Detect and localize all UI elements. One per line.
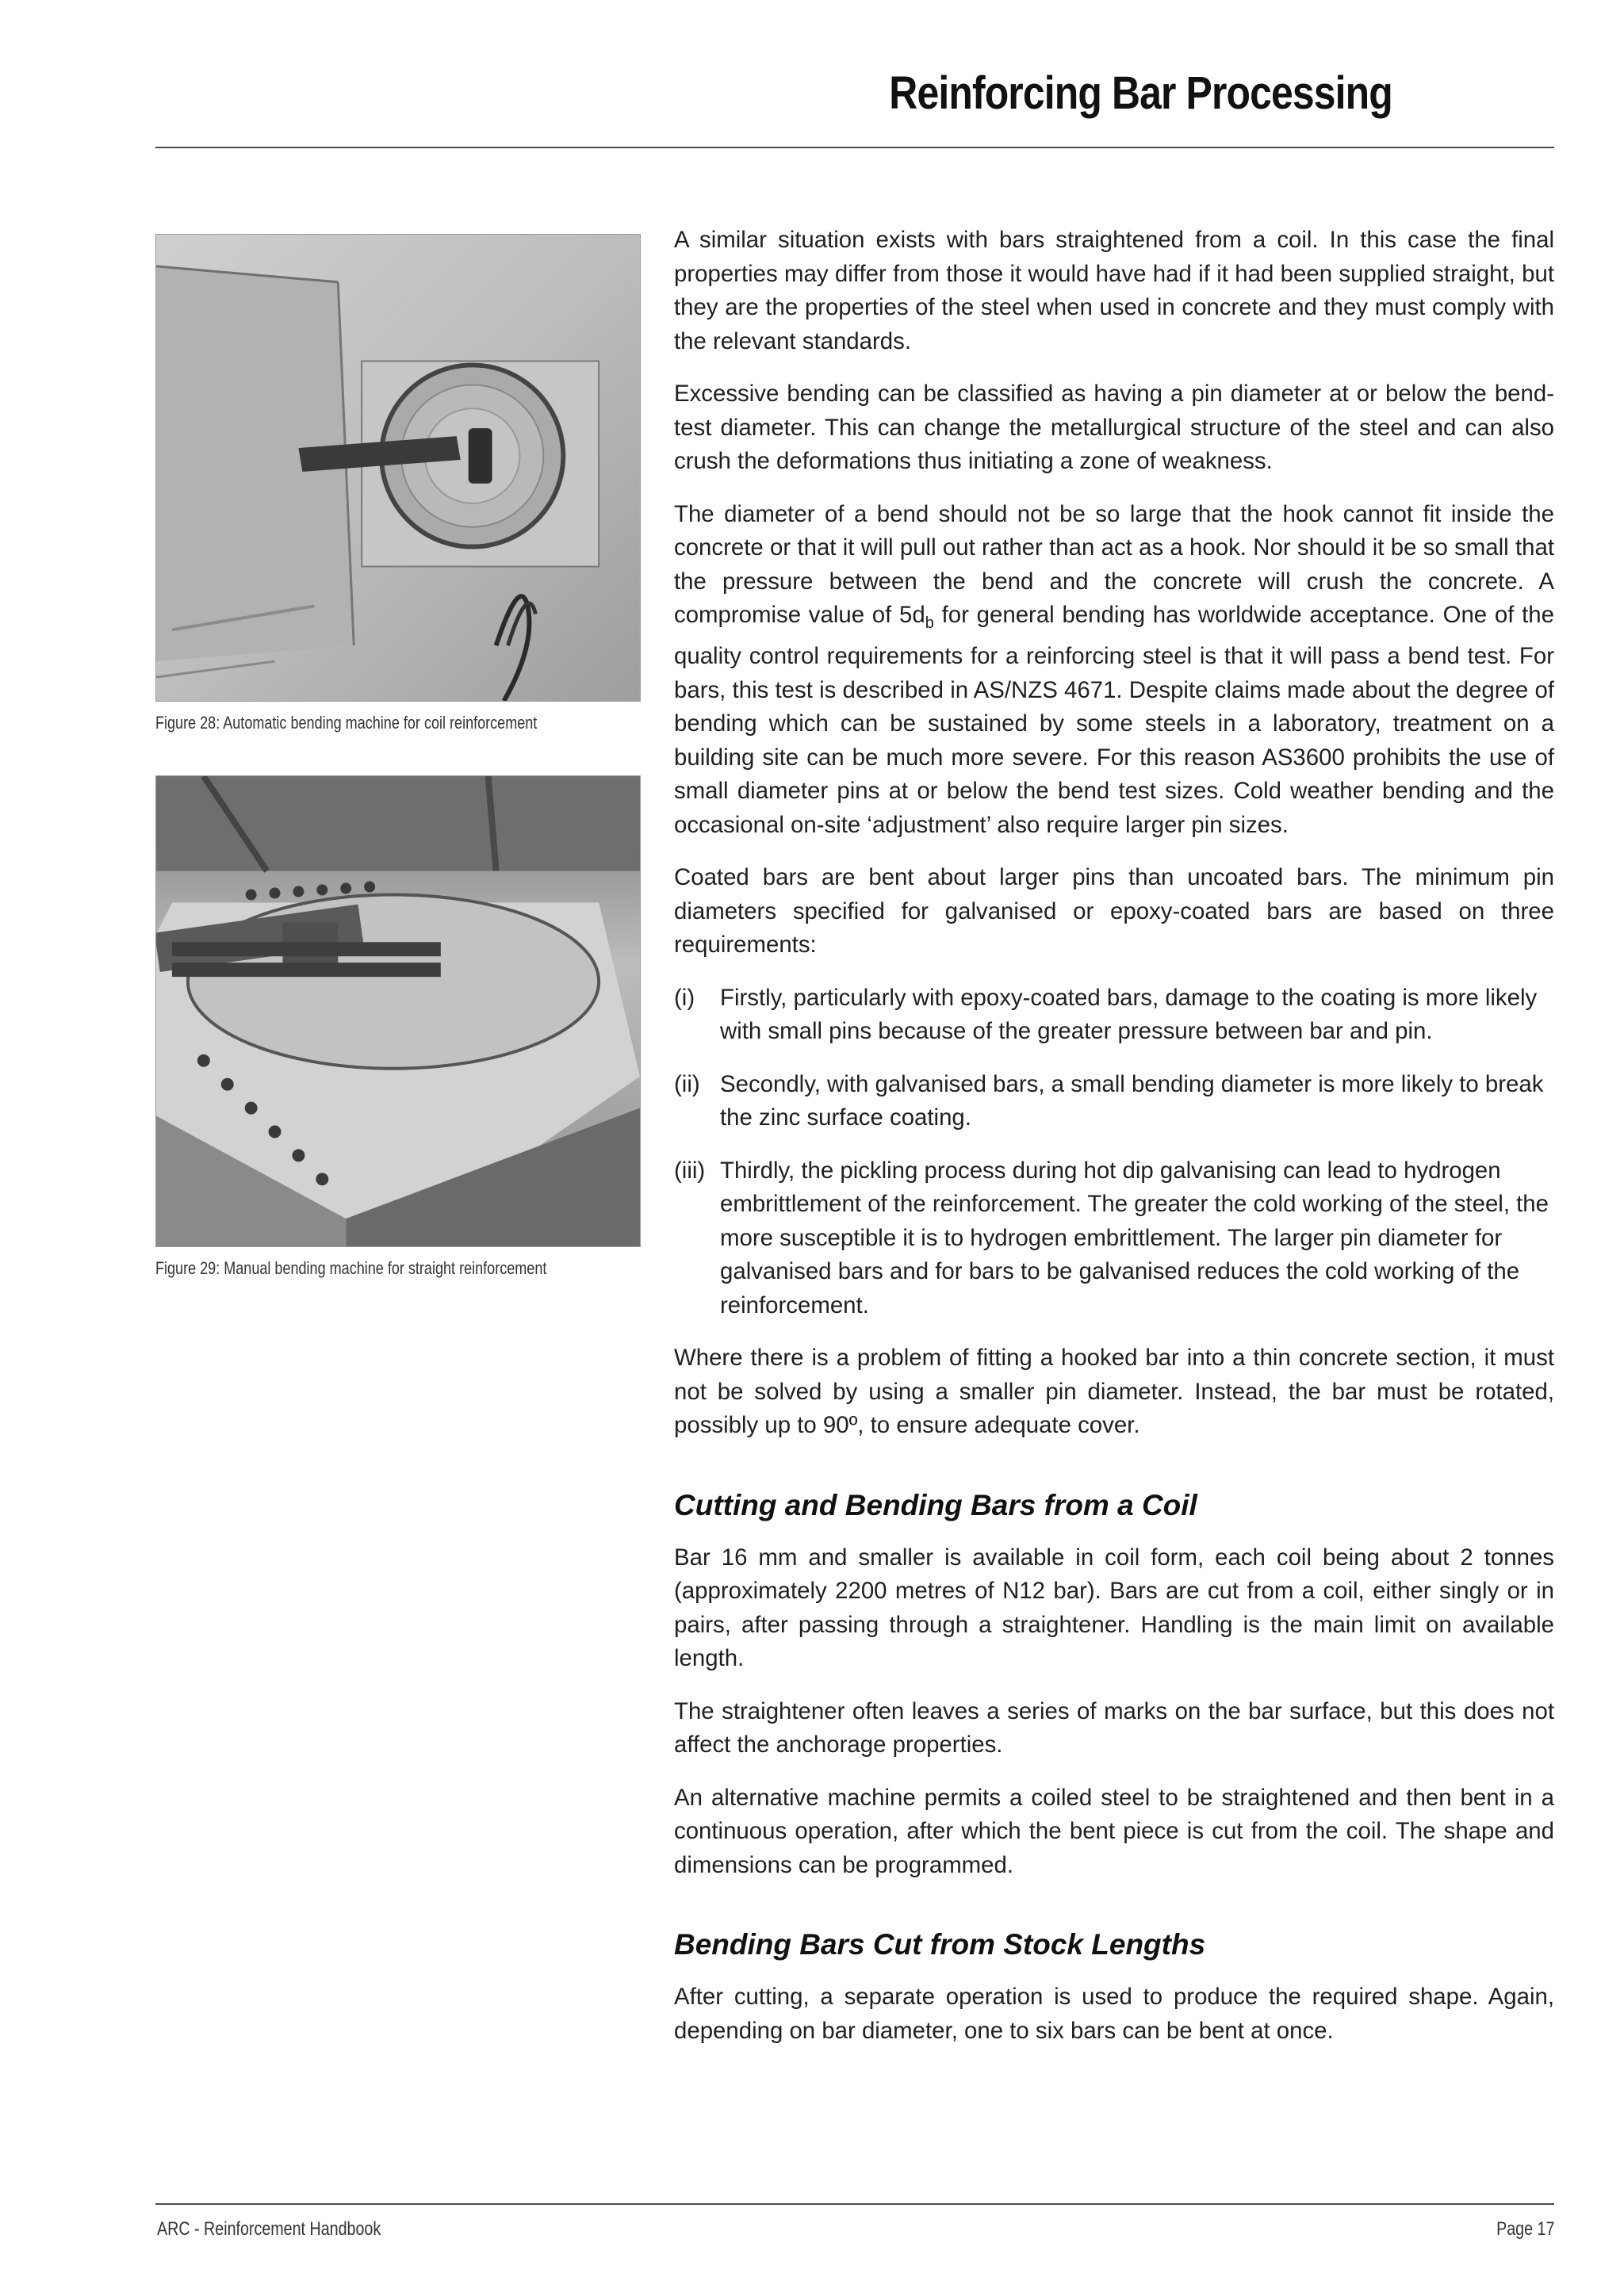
- body-text: [674, 224, 1554, 2067]
- paragraph: Coated bars are bent about larger pins than uncoated bars. The minimum pin diameters specified for galvanised or epoxy-coated bars are based on three requirements:: [674, 864, 1554, 959]
- paragraph: An alternative machine permits a coiled steel to be straightened and then bent in a continuous operation, after which the bent piece is cut from the coil. The shape and dimensions can be programmed.: [674, 1784, 1554, 1878]
- paragraph: The straightener often leaves a series of marks on the bar surface, but this does not affect the anchorage properties.: [674, 1697, 1554, 1758]
- list-text: Thirdly, the pickling process during hot dip galvanising can lead to hydrogen embrittlement of the reinforcement. The greater the cold working of the steel, the more susceptible it is to hydrogen embrittlement. The larger pin diameter for galvanised bars and for bars to be galvanised reduces the cold working of the reinforcement.: [720, 1157, 1549, 1318]
- list-number: (i): [674, 984, 695, 1011]
- paragraph: The diameter of a bend should not be so large that the hook cannot fit inside the concrete or that it will pull out rather than act as a hook. Nor should it be so small that the pressure between the bend and the concrete will crush the concrete. A compromise value of $5d_b$ for general bending has worldwide acceptance. One of the quality control requirements for a reinforcing steel is that it will pass a bend test. For bars, this test is described in AS/NZS 4671. Despite claims made about the degree of bending which can be sustained by some steels in a laboratory, treatment on a building site can be much more severe. For this reason AS3600 prohibits the use of small diameter pins at or below the bend test sizes. Cold weather bending and the occasional on-site ‘adjustment’ also require larger pin sizes.: [674, 500, 1554, 838]
- figure-29-caption: Figure 29: Manual bending machine for straight reinforcement: [155, 1258, 547, 1278]
- paragraph: Excessive bending can be classified as having a pin diameter at or below the bend-test diameter. This can change the metallurgical structure of the steel and can also crush the deformations thus initiating a zone of weakness.: [674, 381, 1554, 474]
- list-item: [674, 1068, 1554, 1135]
- figure-28-photo: [155, 234, 641, 702]
- figure-29: [155, 775, 641, 1279]
- paragraph: Where there is a problem of fitting a hooked bar into a thin concrete section, it must not be solved by using a smaller pin diameter. Instead, the bar must be rotated, possibly up to 90º, to ensure adequate cover.: [674, 1345, 1554, 1439]
- figure-28-caption: Figure 28: Automatic bending machine for coil reinforcement: [155, 713, 538, 733]
- list-number: (ii): [674, 1070, 700, 1097]
- list-text: Secondly, with galvanised bars, a small bending diameter is more likely to break the zinc surface coating.: [720, 1070, 1544, 1131]
- list-text: Firstly, particularly with epoxy-coated bars, damage to the coating is more likely with small pins because of the greater pressure between bar and pin.: [720, 984, 1538, 1045]
- figure-29-photo: [155, 775, 641, 1247]
- paragraph: After cutting, a separate operation is used to produce the required shape. Again, depending on bar diameter, one to six bars can be bent at once.: [674, 1984, 1554, 2044]
- paragraph: Bar 16 mm and smaller is available in coil form, each coil being about 2 tonnes (approximately 2200 metres of N12 bar). Bars are cut from a coil, either singly or in pairs, after passing through a straightener. Handling is the main limit on available length.: [674, 1544, 1554, 1672]
- page-title: Reinforcing Bar Processing: [889, 67, 1392, 119]
- list-item: [674, 982, 1554, 1049]
- figure-28: [155, 234, 641, 733]
- section-heading-coil: Cutting and Bending Bars from a Coil: [674, 1488, 1197, 1521]
- footer-rule: [155, 2203, 1554, 2205]
- list-number: (iii): [674, 1157, 706, 1184]
- section-heading-stock: Bending Bars Cut from Stock Lengths: [674, 1928, 1206, 1961]
- list-item: [674, 1154, 1554, 1323]
- requirements-list: [674, 982, 1554, 1323]
- page-number: Page 17: [1496, 2218, 1554, 2240]
- footer-publication: ARC - Reinforcement Handbook: [157, 2218, 381, 2240]
- paragraph: A similar situation exists with bars straightened from a coil. In this case the final properties may differ from those it would have had if it had been supplied straight, but they are the properties of the steel when used in concrete and they must comply with the relevant standards.: [674, 227, 1554, 354]
- header-rule: [155, 147, 1554, 148]
